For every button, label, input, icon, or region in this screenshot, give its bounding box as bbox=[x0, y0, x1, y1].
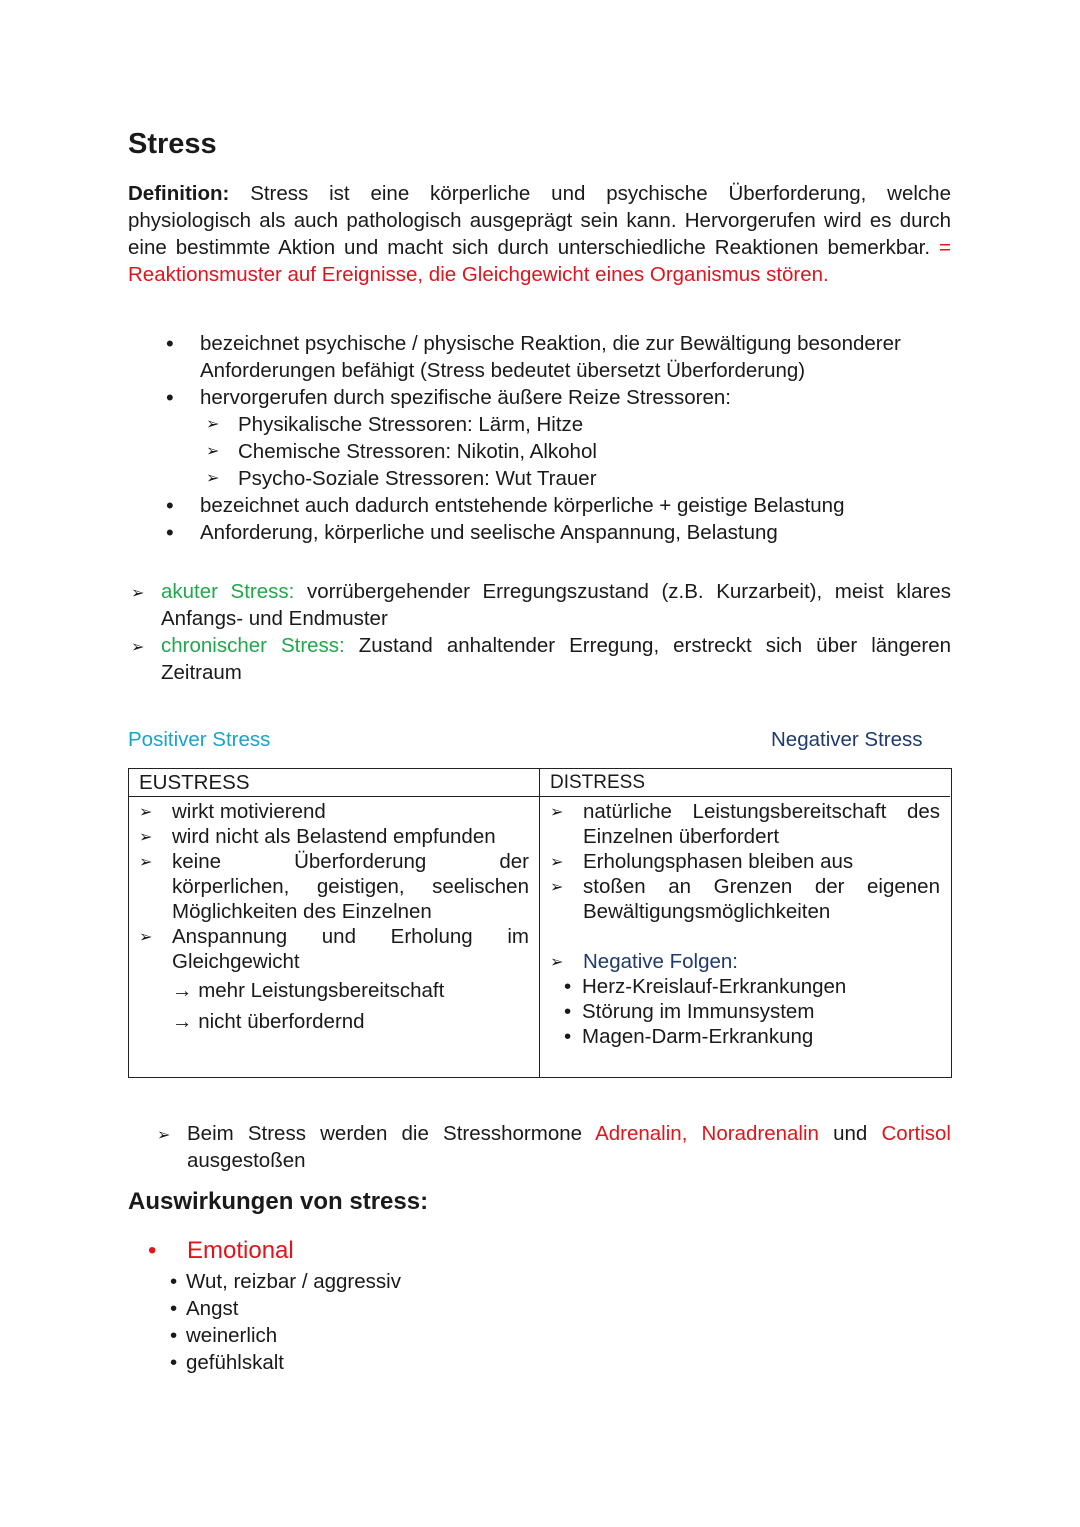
arrow-bullet-icon: ➢ bbox=[550, 879, 564, 896]
definition-label: Definition: bbox=[128, 182, 230, 205]
list-item: • gefühlskalt bbox=[170, 1351, 285, 1374]
arrow-bullet-icon: ➢ bbox=[206, 416, 220, 433]
emotional-category: • Emotional bbox=[148, 1237, 294, 1264]
stressor-list bbox=[200, 411, 951, 492]
list-item: • weinerlich bbox=[170, 1324, 278, 1347]
effects-heading: Auswirkungen von stress: bbox=[128, 1188, 429, 1215]
arrow-bullet-icon: ➢ bbox=[139, 929, 153, 946]
bullet-icon: • bbox=[564, 1025, 572, 1048]
list-item: ➢ chronischer Stress: Zustand anhaltender Erregung, erstreckt sich über längeren Zeitraum bbox=[131, 634, 951, 684]
page-title: Stress bbox=[128, 128, 217, 160]
eustress-list bbox=[129, 797, 539, 1034]
distress-list bbox=[540, 797, 950, 974]
arrow-bullet-icon: ➢ bbox=[139, 854, 153, 871]
bullet-icon: • bbox=[564, 975, 572, 998]
hormones-note: ➢ Beim Stress werden die Stresshormone Adrenalin, Noradrenalin und Cortisol ausgestoßen bbox=[157, 1122, 951, 1172]
list-item: ➢ Chemische Stressoren: Nikotin, Alkohol bbox=[206, 440, 597, 463]
bullet-icon: • bbox=[166, 385, 174, 410]
eustress-header: EUSTRESS bbox=[129, 769, 539, 797]
bullet-icon: • bbox=[170, 1297, 178, 1320]
arrow-bullet-icon: ➢ bbox=[550, 804, 564, 821]
list-item: ➢ wird nicht als Belastend empfunden bbox=[139, 825, 496, 848]
arrow-bullet-icon: ➢ bbox=[139, 829, 153, 846]
list-item: • Magen-Darm-Erkrankung bbox=[564, 1025, 814, 1048]
bullet-icon: • bbox=[148, 1237, 157, 1264]
emotional-effects bbox=[128, 1236, 401, 1376]
bullet-icon: • bbox=[564, 1000, 572, 1023]
eustress-column bbox=[129, 769, 539, 1077]
list-item: • Angst bbox=[170, 1297, 239, 1320]
arrow-bullet-icon: ➢ bbox=[550, 954, 564, 971]
bullet-icon: • bbox=[170, 1324, 178, 1347]
stress-comparison-table bbox=[128, 768, 952, 1078]
list-item: • Wut, reizbar / aggressiv bbox=[170, 1270, 401, 1293]
bullet-icon: • bbox=[170, 1270, 178, 1293]
list-item: ➢ Erholungsphasen bleiben aus bbox=[550, 850, 854, 873]
distress-column bbox=[539, 769, 950, 1077]
list-item: • Herz-Kreislauf-Erkrankungen bbox=[564, 975, 847, 998]
list-item: • hervorgerufen durch spezifische äußere Reize Stressoren: ➢ Physikalische Stressoren: Lärm, Hitze ➢ Chemische Stressoren: Nikotin, Alkohol ➢ Psycho-Soziale Stressoren: Wut Trauer bbox=[128, 384, 951, 492]
arrow-bullet-icon: ➢ bbox=[206, 443, 220, 460]
list-item: • Anforderung, körperliche und seelische Anspannung, Belastung bbox=[166, 520, 778, 545]
list-item: • bezeichnet auch dadurch entstehende körperliche + geistige Belastung bbox=[166, 493, 845, 518]
emotional-effects-list bbox=[128, 1266, 401, 1376]
list-item: ➢ Anspannung und Erholung im Gleichgewicht → mehr Leistungsbereitschaft → nicht überfordernd bbox=[139, 925, 529, 1033]
list-item: ➢ stoßen an Grenzen der eigenen Bewältigungsmöglichkeiten bbox=[550, 875, 940, 923]
bullet-icon: • bbox=[170, 1351, 178, 1374]
negative-stress-label: Negativer Stress bbox=[771, 728, 923, 751]
list-item: ➢ Psycho-Soziale Stressoren: Wut Trauer bbox=[206, 467, 597, 490]
positive-stress-label: Positiver Stress bbox=[128, 728, 271, 751]
bullet-icon: • bbox=[166, 520, 174, 545]
list-item: • bezeichnet psychische / physische Reaktion, die zur Bewältigung besonderer Anforderungen befähigt (Stress bedeutet übersetzt Überforderung) bbox=[166, 331, 901, 382]
list-item: ➢ Negative Folgen: bbox=[550, 950, 738, 973]
definition-text: Stress ist eine körperliche und psychische Überforderung, welche physiologisch als auch pathologisch ausgeprägt sein kann. Hervorgerufen wird es durch eine bestimmte Aktion und macht sich durch unterschiedliche Reaktionen bemerkbar. bbox=[128, 182, 951, 259]
list-item: ➢ natürliche Leistungsbereitschaft des Einzelnen überfordert bbox=[550, 800, 940, 848]
arrow-bullet-icon: ➢ bbox=[139, 804, 153, 821]
bullet-icon: • bbox=[166, 331, 174, 356]
arrow-bullet-icon: ➢ bbox=[131, 585, 145, 602]
distress-header: DISTRESS bbox=[540, 769, 950, 797]
list-item: ➢ Physikalische Stressoren: Lärm, Hitze bbox=[206, 413, 584, 436]
list-item: ➢ wirkt motivierend bbox=[139, 800, 326, 823]
list-item: ➢ akuter Stress: vorrübergehender Erregungszustand (z.B. Kurzarbeit), meist klares Anfangs- und Endmuster bbox=[131, 580, 951, 630]
arrow-bullet-icon: ➢ bbox=[206, 470, 220, 487]
list-item: • Störung im Immunsystem bbox=[564, 1000, 815, 1023]
bullet-icon: • bbox=[166, 493, 174, 518]
arrow-bullet-icon: ➢ bbox=[550, 854, 564, 871]
stress-bullet-list bbox=[128, 330, 951, 546]
arrow-bullet-icon: ➢ bbox=[131, 639, 145, 656]
arrow-bullet-icon: ➢ bbox=[157, 1127, 171, 1144]
definition-paragraph bbox=[128, 180, 951, 288]
negative-consequences-list bbox=[540, 974, 950, 1049]
list-item: ➢ keine Überforderung der körperlichen, geistigen, seelischen Möglichkeiten des Einzelnen bbox=[139, 850, 529, 923]
definition-highlight: = Reaktionsmuster auf Ereignisse, die Gleichgewicht eines Organismus stören. bbox=[128, 236, 951, 286]
stress-types-list bbox=[128, 578, 951, 686]
